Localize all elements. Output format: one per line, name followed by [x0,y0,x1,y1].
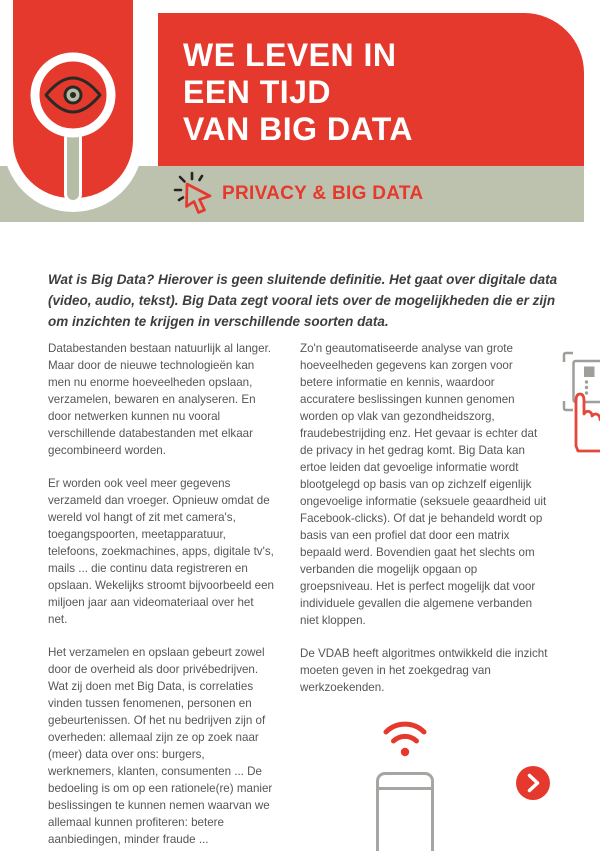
click-cursor-icon [172,170,218,216]
page-title-line-1: WE LEVEN IN [183,37,413,74]
page-title-line-3: VAN BIG DATA [183,111,413,148]
body-column-left [48,340,274,864]
body-column-right [300,340,548,712]
page-title-line-2: EEN TIJD [183,74,413,111]
section-subtitle: PRIVACY & BIG DATA [222,183,423,205]
wifi-icon [383,710,427,758]
phone-screen-divider [379,787,431,790]
touch-screen-icon [562,351,600,453]
magnifier-eye-icon [23,45,123,155]
chevron-right-icon [516,766,550,800]
page-title [183,37,413,148]
paragraph: Er worden ook veel meer gegevens verzameld dan vroeger. Opnieuw omdat de wereld vol hangt of zit met camera's, toegangspoorten, meetapparatuur, telefoons, zoekmachines, apps, digitale tv's, mails ... die continu data registreren en opslaan. Wekelijks stroomt bijvoorbeeld een miljoen jaar aan videomateriaal over het net. [48,475,274,628]
header-banner [158,13,584,166]
phone-icon [376,772,434,851]
paragraph: Zo'n geautomatiseerde analyse van grote hoeveelheden gegevens kan zorgen voor betere informatie en kennis, waardoor accuratere beslissingen kunnen genomen worden op vlak van gezondheidszorg, fraudebestrijding enz. Het gevaar is echter dat de privacy in het gedrag komt. Big Data kan ertoe leiden dat gevoelige informatie wordt blootgelegd op basis van op zichzelf eigenlijk ongevoelige informatie (seksuele geaardheid uit Facebook-clicks). Of dat je behandeld wordt op basis van een profiel dat door een matrix bepaald werd. Bovendien gaat het slechts om verbanden die mogelijk opgaan op groepsniveau. Het is perfect mogelijk dat voor individuele gevallen die algemene verbanden niet kloppen. [300,340,548,629]
intro-paragraph: Wat is Big Data? Hierover is geen sluitende definitie. Het gaat over digitale data (video, audio, tekst). Big Data zegt vooral iets over de mogelijkheden die er zijn om inzichten te krijgen in verschillende soorten data. [48,269,558,332]
next-page-button[interactable] [516,766,550,800]
paragraph: Het verzamelen en opslaan gebeurt zowel door de overheid als door privébedrijven. Wat zij doen met Big Data, is correlaties vinden tussen fenomenen, personen en gebeurtenissen. Of het nu bedrijven zijn of overheden: allemaal zijn ze op zoek naar (meer) data over ons: burgers, werknemers, klanten, consumenten ... De bedoeling is om op een rationele(re) manier beslissingen te kunnen nemen waarvan we allemaal kunnen profiteren: betere aanbiedingen, minder fraude ... [48,644,274,848]
paragraph: De VDAB heeft algoritmes ontwikkeld die inzicht moeten geven in het zoekgedrag van werkzoekenden. [300,645,548,696]
paragraph: Databestanden bestaan natuurlijk al langer. Maar door de nieuwe technologieën kan men nu enorme hoeveelheden opslaan, verzamelen, bewaren en analyseren. En door netwerken kunnen nu vooral verschillende databestanden met elkaar gecombineerd worden. [48,340,274,459]
